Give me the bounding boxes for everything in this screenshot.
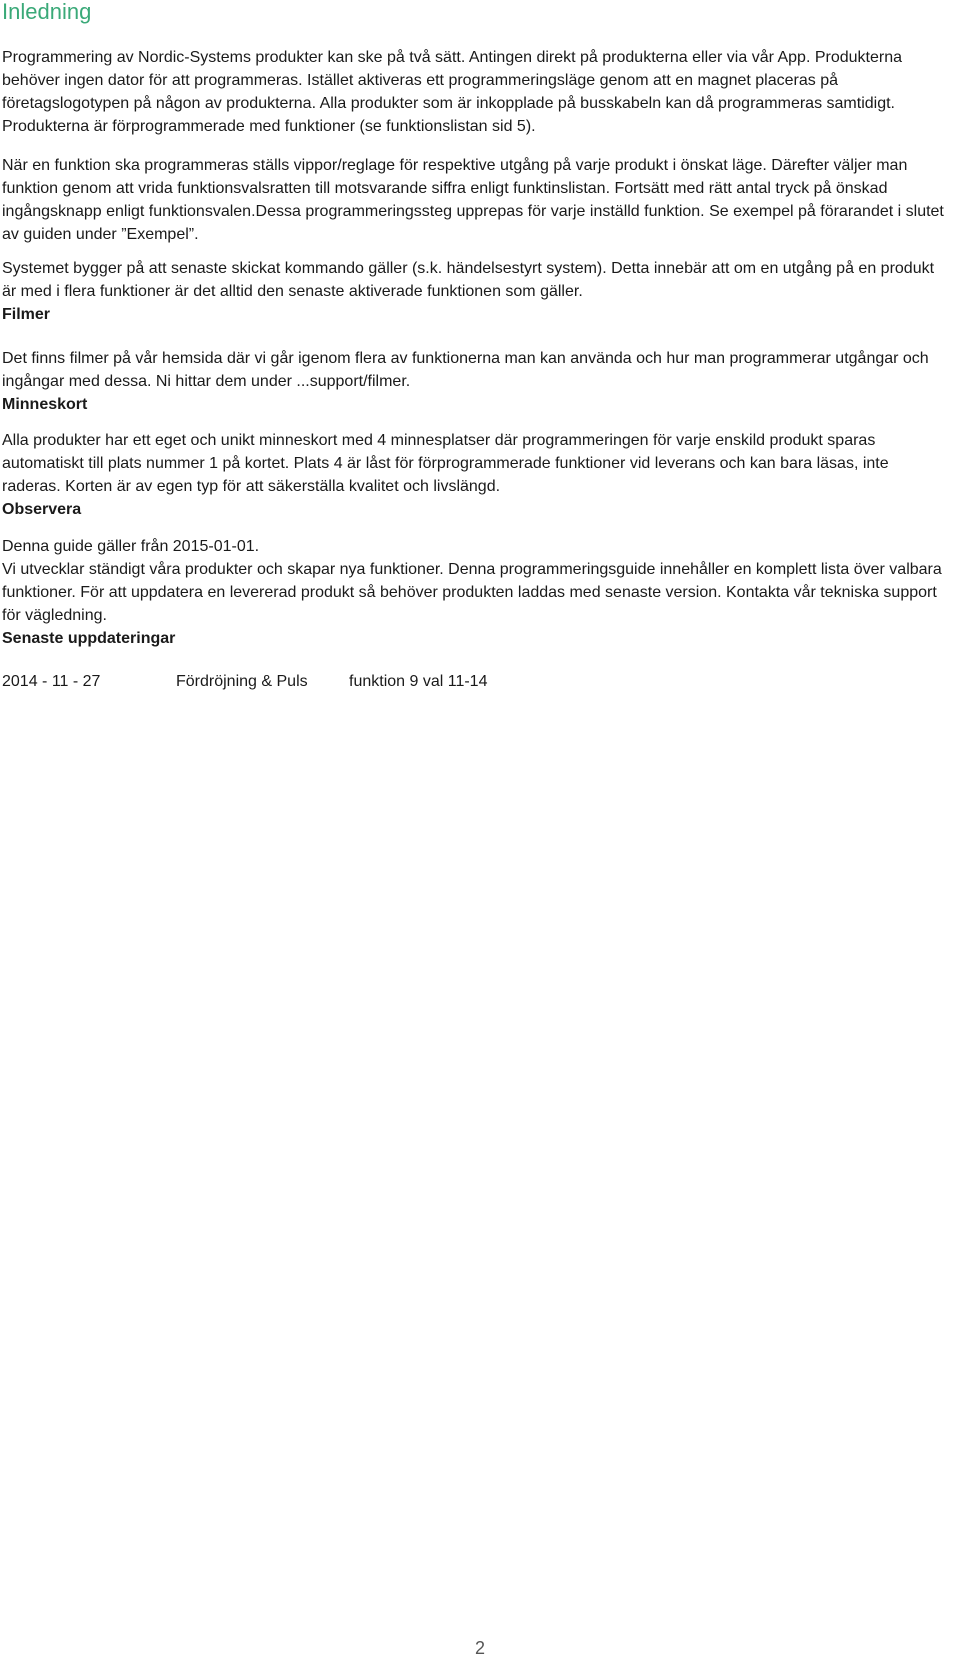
- section-heading-updates: Senaste uppdateringar: [2, 630, 176, 647]
- minneskort-paragraph: Alla produkter har ett eget och unikt minneskort med 4 minnesplatser där programmeringen för varje enskild produkt sparas automatiskt till plats nummer 1 på kortet. Plats 4 är låst för förprogrammerade funktioner vid leverans och kan bara läsas, inte raderas. Korten är av egen typ för att säkerställa kvalitet och livslängd.: [2, 432, 889, 495]
- page-title: Inledning: [2, 0, 92, 24]
- document-page: [2, 0, 950, 693]
- observera-line-1: Denna guide gäller från 2015-01-01.: [2, 538, 260, 555]
- update-row: [2, 670, 950, 693]
- update-date: 2014 - 11 - 27: [2, 673, 101, 690]
- update-function: funktion 9 val 11-14: [349, 673, 488, 690]
- section-heading-observera: Observera: [2, 501, 82, 518]
- section-heading-minneskort: Minneskort: [2, 396, 88, 413]
- update-name: Fördröjning & Puls: [176, 673, 308, 690]
- filmer-paragraph: Det finns filmer på vår hemsida där vi går igenom flera av funktionerna man kan använda och hur man programmerar utgångar och ingångar med dessa. Ni hittar dem under ...support/filmer.: [2, 350, 929, 390]
- observera-line-2: Vi utvecklar ständigt våra produkter och skapar nya funktioner. Denna programmeringsguide innehåller en komplett lista över valbara funktioner. För att uppdatera en levererad produkt så behöver produkten laddas med senaste version. Kontakta vår tekniska support för vägledning.: [2, 561, 942, 624]
- page-number: 2: [474, 1638, 485, 1658]
- section-heading-filmer: Filmer: [2, 306, 51, 323]
- intro-paragraph-3: Systemet bygger på att senaste skickat kommando gäller (s.k. händelsestyrt system). Detta innebär att om en utgång på en produkt är med i flera funktioner är det alltid den senaste aktiverade funktionen som gäller.: [2, 260, 935, 300]
- intro-paragraph-1: Programmering av Nordic-Systems produkter kan ske på två sätt. Antingen direkt på produkterna eller via vår App. Produkterna behöver ingen dator för att programmeras. Istället aktiveras ett programmeringsläge genom att en magnet placeras på företagslogotypen på någon av produkterna. Alla produkter som är inkopplade på busskabeln kan då programmeras samtidigt. Produkterna är förprogrammerade med funktioner (se funktionslistan sid 5).: [2, 49, 902, 135]
- intro-paragraph-2: När en funktion ska programmeras ställs vippor/reglage för respektive utgång på varje produkt i önskat läge. Därefter väljer man funktion genom att vrida funktionsvalsratten till motsvarande siffra enligt funktinslistan. Fortsätt med rätt antal tryck på önskad ingångsknapp enligt funktionsvalen.Dessa programmeringssteg upprepas för varje inställd funktion. Se exempel på förarandet i slutet av guiden under ”Exempel”.: [2, 157, 944, 243]
- observera-block: [2, 535, 950, 627]
